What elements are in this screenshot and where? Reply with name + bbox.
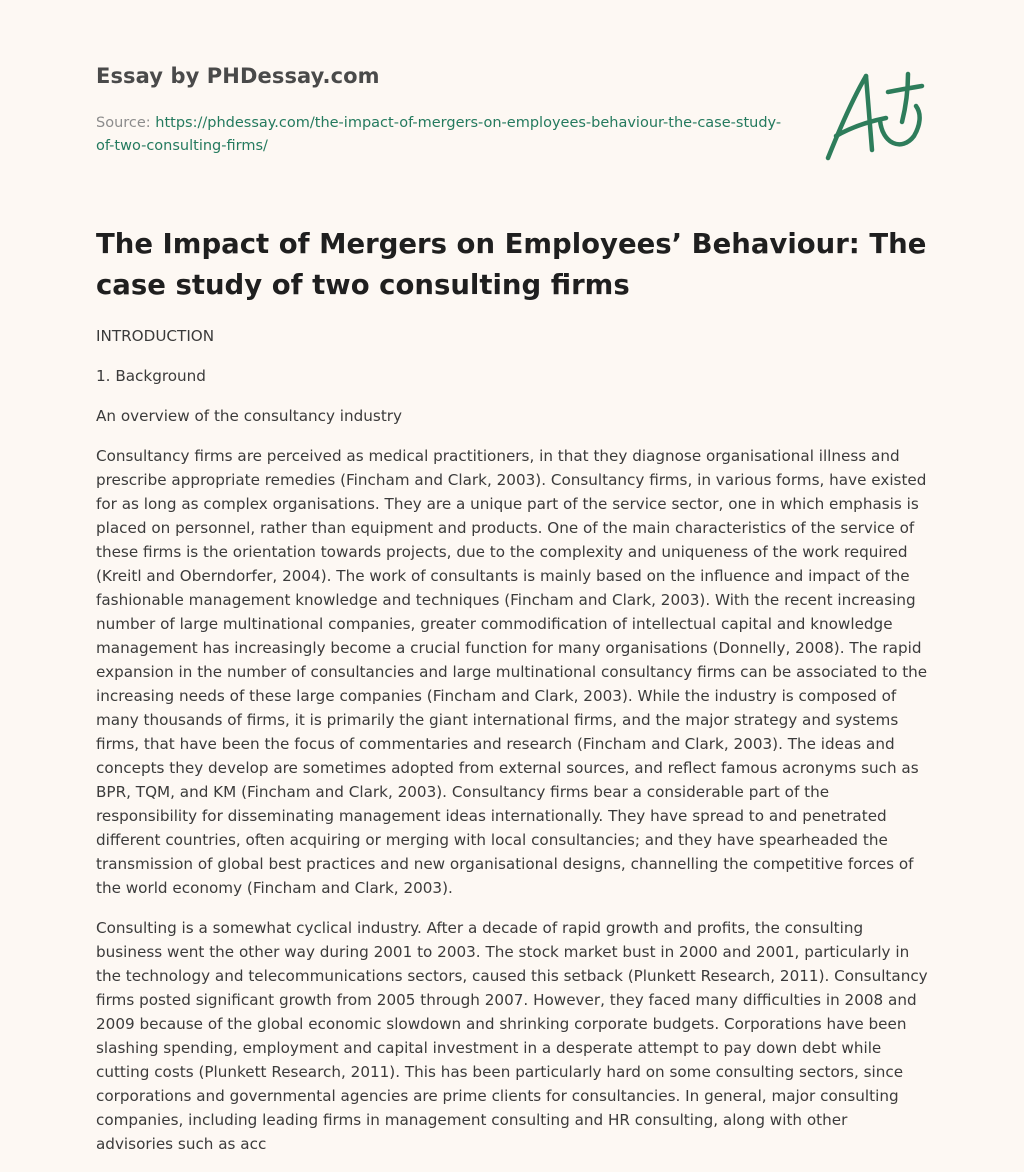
a-plus-logo-icon xyxy=(822,66,928,166)
essay-content xyxy=(96,324,928,1172)
site-title: Essay by PHDessay.com xyxy=(96,64,380,88)
subsection-heading: 1. Background xyxy=(96,367,206,385)
subsection-subtitle: An overview of the consultancy industry xyxy=(96,407,403,425)
essay-title: The Impact of Mergers on Employees’ Behaviour: The case study of two consulting firms xyxy=(96,228,927,301)
section-heading: INTRODUCTION xyxy=(96,327,215,345)
source-line xyxy=(96,112,786,158)
body-paragraph: Consultancy firms are perceived as medical practitioners, in that they diagnose organisational illness and prescribe appropriate remedies (Fincham and Clark, 2003). Consultancy firms, in various forms, have existed for as long as complex organisations. They are a unique part of the service sector, one in which emphasis is placed on personnel, rather than equipment and products. One of the main characteristics of the service of these firms is the orientation towards projects, due to the complexity and uniqueness of the work required (Kreitl and Oberndorfer, 2004). The work of consultants is mainly based on the influence and impact of the fashionable management knowledge and techniques (Fincham and Clark, 2003). With the recent increasing number of large multinational companies, greater commodification of intellectual capital and knowledge management has increasingly become a crucial function for many organisations (Donnelly, 2008). The rapid expansion in the number of consultancies and large multinational consultancy firms can be associated to the increasing needs of these large companies (Fincham and Clark, 2003). While the industry is composed of many thousands of firms, it is primarily the giant international firms, and the major strategy and systems firms, that have been the focus of commentaries and research (Fincham and Clark, 2003). The ideas and concepts they develop are sometimes adopted from external sources, and reflect famous acronyms such as BPR, TQM, and KM (Fincham and Clark, 2003). Consultancy firms bear a considerable part of the responsibility for disseminating management ideas internationally. They have spread to and penetrated different countries, often acquiring or merging with local consultancies; and they have spearheaded the transmission of global best practices and new organisational designs, channelling the competitive forces of the world economy (Fincham and Clark, 2003). xyxy=(96,447,928,897)
source-link[interactable]: https://phdessay.com/the-impact-of-mergers-on-employees-behaviour-the-case-study-of-two-consulting-firms/ xyxy=(96,115,782,154)
body-paragraph: Consulting is a somewhat cyclical industry. After a decade of rapid growth and profits, the consulting business went the other way during 2001 to 2003. The stock market bust in 2000 and 2001, particularly in the technology and telecommunications sectors, caused this setback (Plunkett Research, 2011). Consultancy firms posted significant growth from 2005 through 2007. However, they faced many difficulties in 2008 and 2009 because of the global economic slowdown and shrinking corporate budgets. Corporations have been slashing spending, employment and capital investment in a desperate attempt to pay down debt while cutting costs (Plunkett Research, 2011). This has been particularly hard on some consulting sectors, since corporations and governmental agencies are prime clients for consultancies. In general, major consulting companies, including leading firms in management consulting and HR consulting, along with other advisories such as acc xyxy=(96,919,928,1153)
source-label: Source: xyxy=(96,115,151,131)
